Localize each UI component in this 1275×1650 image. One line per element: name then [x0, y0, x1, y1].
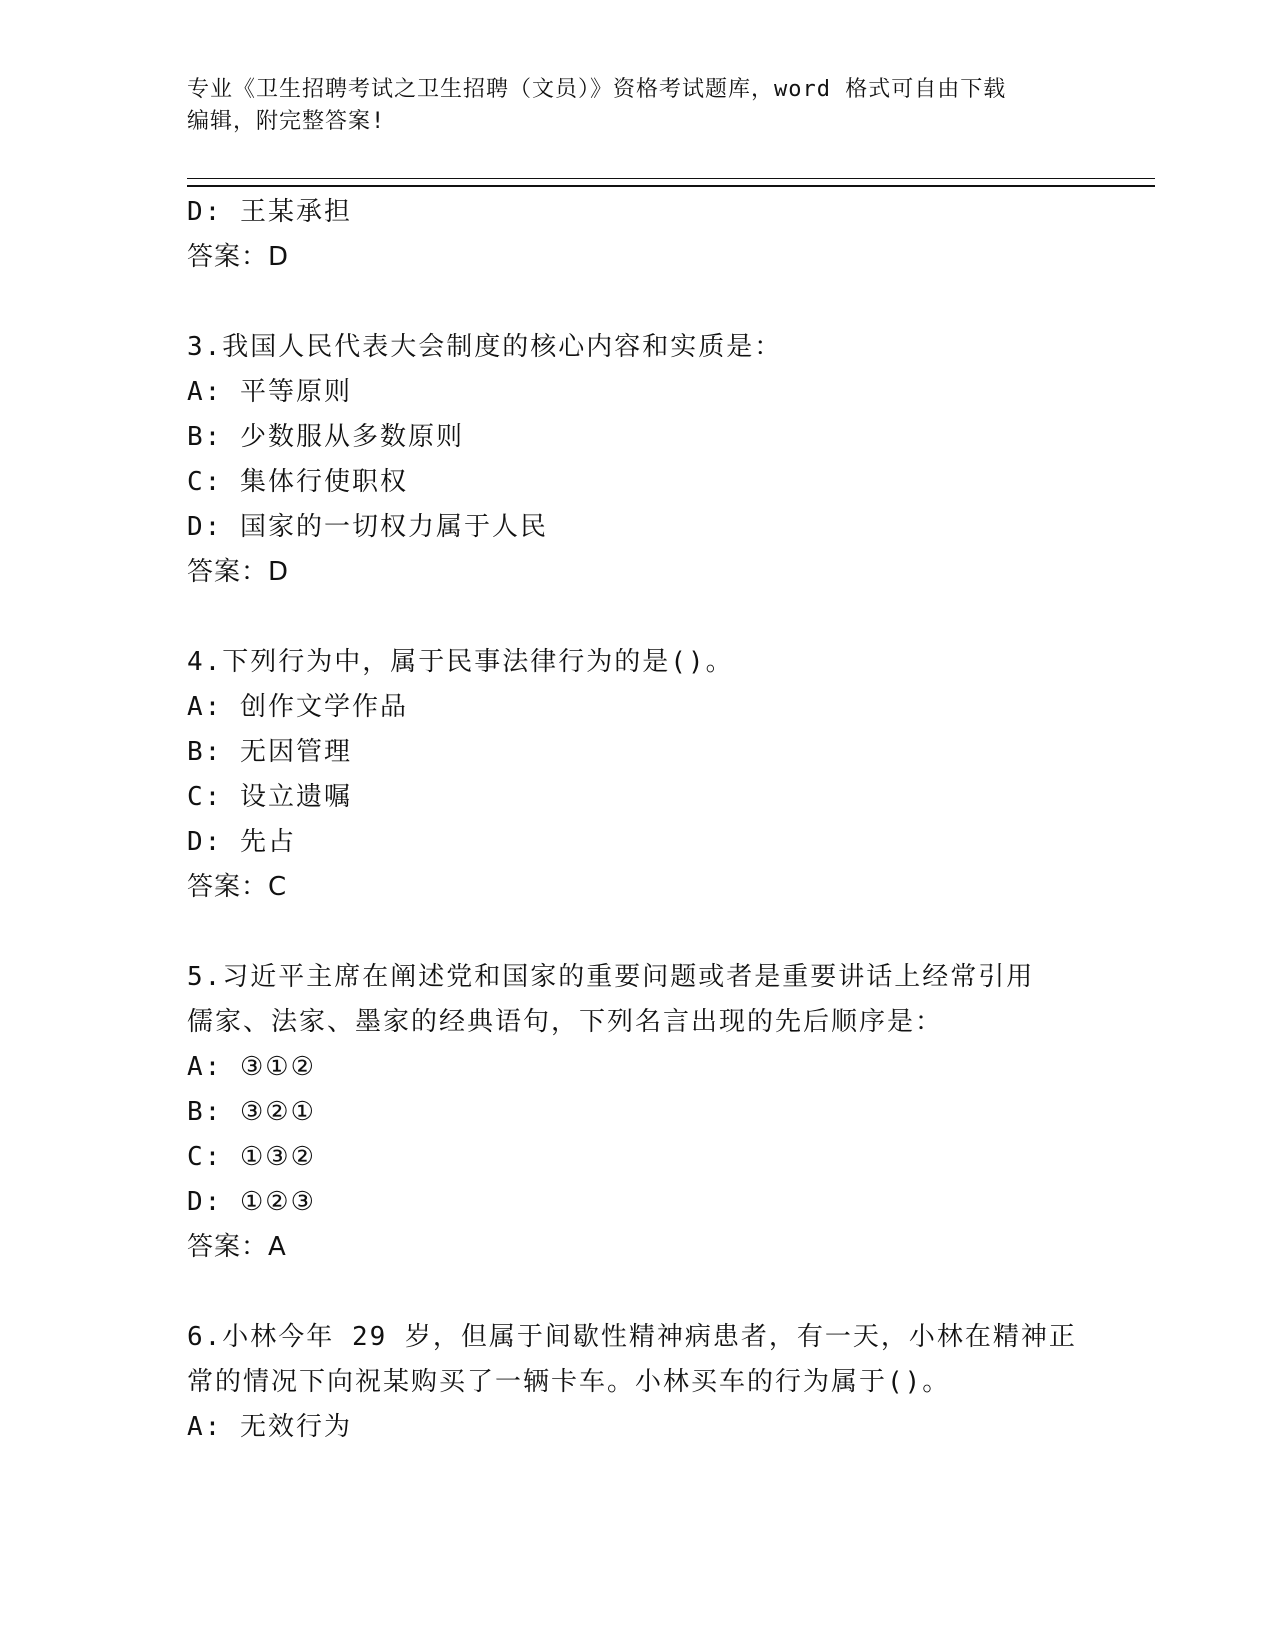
- question-6: [187, 1315, 1147, 1450]
- option-c: C: ①③②: [187, 1142, 316, 1172]
- spacer: [187, 910, 1147, 955]
- option-b: B: 无因管理: [187, 737, 352, 767]
- option-b: B: 少数服从多数原则: [187, 422, 464, 452]
- spacer: [187, 1270, 1147, 1315]
- question-stem-line-1: 6.小林今年 29 岁，但属于间歇性精神病患者，有一天，小林在精神正: [187, 1322, 1077, 1352]
- answer-label: 答案：D: [187, 557, 290, 587]
- answer-label: 答案：C: [187, 872, 288, 902]
- question-stem: 3.我国人民代表大会制度的核心内容和实质是：: [187, 332, 783, 362]
- question-stem-line-1: 5.习近平主席在阐述党和国家的重要问题或者是重要讲话上经常引用: [187, 962, 1035, 992]
- option-c: C: 设立遗嘱: [187, 782, 352, 812]
- option-a: A: 平等原则: [187, 377, 352, 407]
- option-d: D: 先占: [187, 827, 296, 857]
- question-stem-line-2: 常的情况下向祝某购买了一辆卡车。小林买车的行为属于()。: [187, 1367, 951, 1397]
- question-stem-line-2: 儒家、法家、墨家的经典语句，下列名言出现的先后顺序是：: [187, 1007, 944, 1037]
- option-d: D: ①②③: [187, 1187, 316, 1217]
- option-a: A: 无效行为: [187, 1412, 352, 1442]
- header-line-1: 专业《卫生招聘考试之卫生招聘（文员）》资格考试题库，word 格式可自由下载: [187, 77, 1007, 102]
- option-b: B: ③②①: [187, 1097, 316, 1127]
- header-divider: [187, 178, 1155, 187]
- option-a: A: ③①②: [187, 1052, 316, 1082]
- spacer: [187, 595, 1147, 640]
- option-d: D: 王某承担: [187, 197, 352, 227]
- answer-label: 答案：D: [187, 242, 290, 272]
- document-header: [187, 74, 1067, 138]
- question-5: [187, 955, 1147, 1270]
- header-line-2: 编辑，附完整答案!: [187, 109, 386, 134]
- question-3: [187, 325, 1147, 595]
- answer-label: 答案：A: [187, 1232, 287, 1262]
- spacer: [187, 280, 1147, 325]
- option-a: A: 创作文学作品: [187, 692, 408, 722]
- question-stem: 4.下列行为中，属于民事法律行为的是()。: [187, 647, 734, 677]
- question-4: [187, 640, 1147, 910]
- option-d: D: 国家的一切权力属于人民: [187, 512, 548, 542]
- option-c: C: 集体行使职权: [187, 467, 408, 497]
- question-list: [187, 190, 1147, 1450]
